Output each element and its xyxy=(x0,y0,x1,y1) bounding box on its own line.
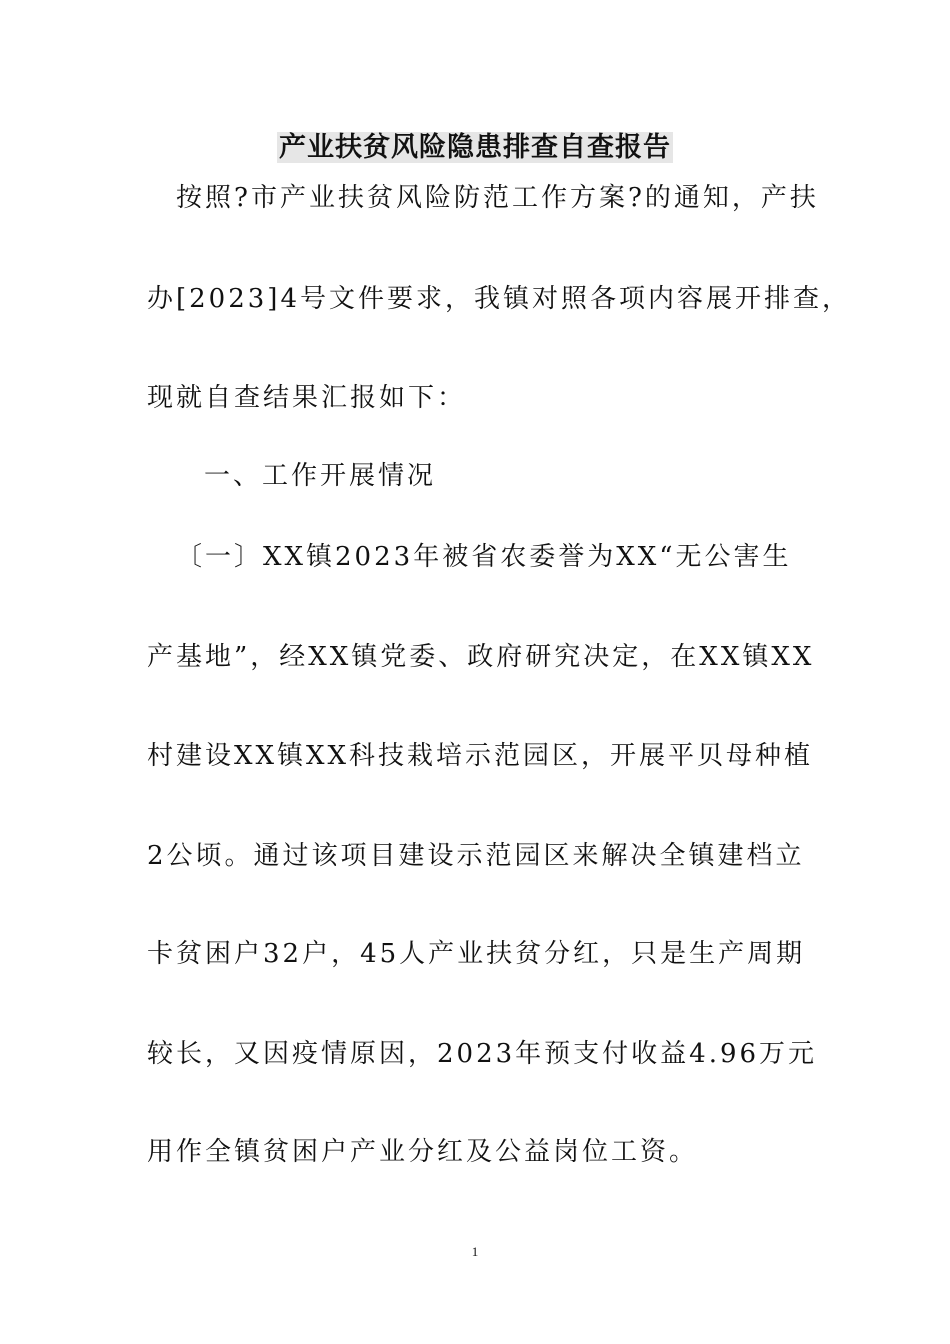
paragraph-line-7: 2公顷。通过该项目建设示范园区来解决全镇建档立 xyxy=(147,841,805,871)
paragraph-line-9: 较长，又因疫情原因，2023年预支付收益4.96万元 xyxy=(147,1039,818,1069)
paragraph-line-5: 产基地”，经XX镇党委、政府研究决定，在XX镇XX xyxy=(147,642,815,672)
section-heading: 一、工作开展情况 xyxy=(204,461,437,491)
paragraph-line-10: 用作全镇贫困户产业分红及公益岗位工资。 xyxy=(147,1137,699,1167)
paragraph-line-2: 办[2023]4号文件要求，我镇对照各项内容展开排查， xyxy=(147,284,851,314)
page-number: 1 xyxy=(471,1244,479,1259)
paragraph-line-3: 现就自查结果汇报如下： xyxy=(147,383,467,413)
paragraph-line-6: 村建设XX镇XX科技栽培示范园区，开展平贝母种植 xyxy=(147,741,814,771)
paragraph-line-8: 卡贫困户32户，45人产业扶贫分红，只是生产周期 xyxy=(147,939,806,969)
title-text: 产业扶贫风险隐患排查自查报告 xyxy=(279,132,671,163)
paragraph-line-4: 〔一〕XX镇2023年被省农委誉为XX“无公害生 xyxy=(176,542,792,572)
document-title xyxy=(0,128,950,168)
paragraph-line-1: 按照?市产业扶贫风险防范工作方案?的通知，产扶 xyxy=(176,183,819,213)
